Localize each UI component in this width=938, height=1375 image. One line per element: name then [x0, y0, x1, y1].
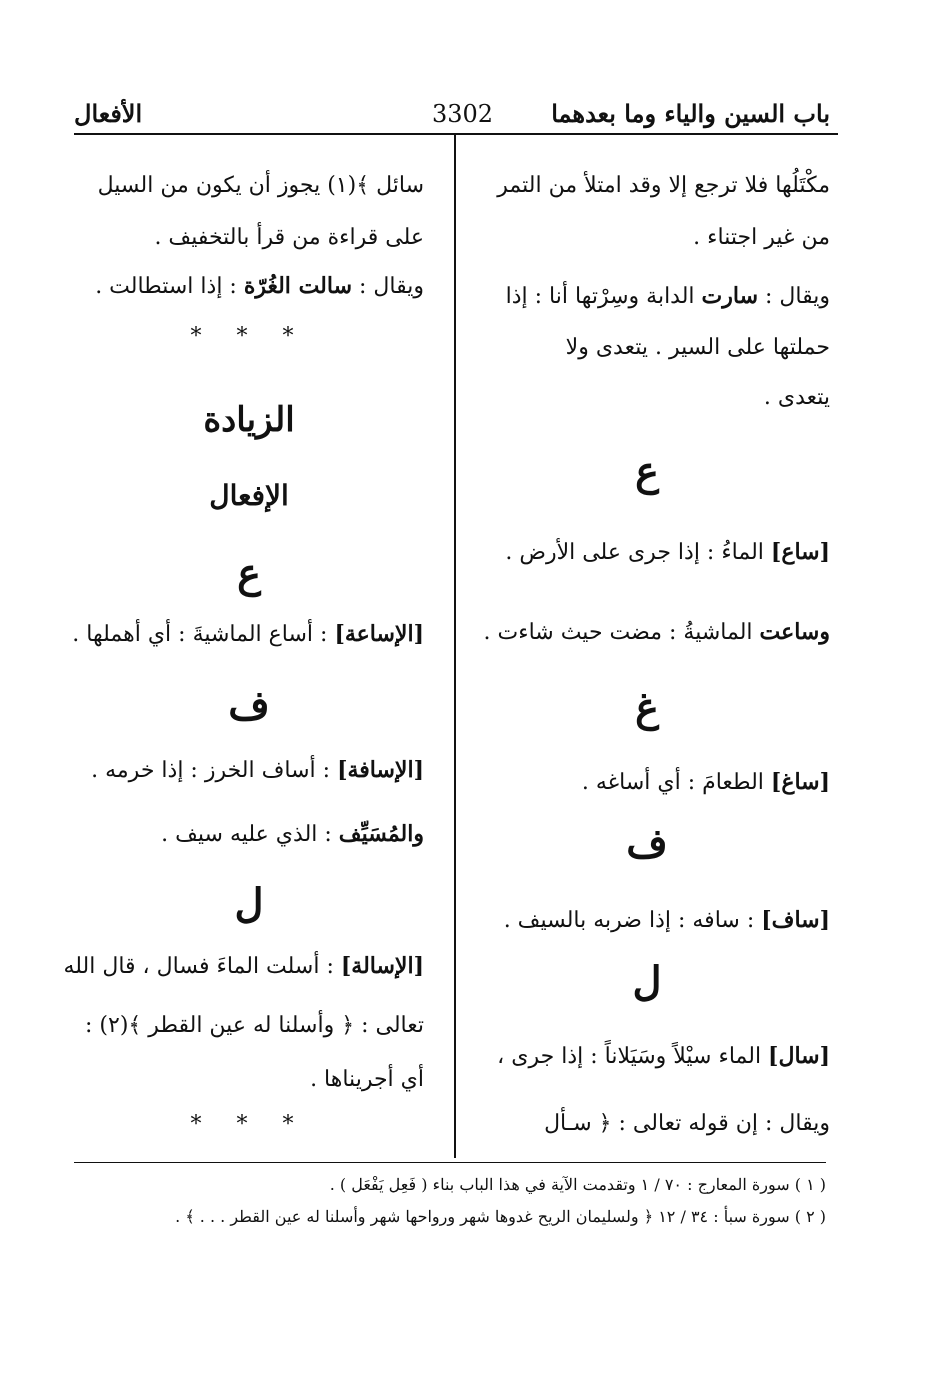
headword: [الإساعة] [334, 621, 424, 647]
dictionary-entry: [ساف] : سافه : إذا ضربه بالسيف . [503, 907, 830, 933]
text-line: حملتها على السير . يتعدى ولا [565, 335, 830, 360]
text-line: يتعدى . [763, 385, 830, 410]
text-line: مكْتَلُها فلا ترجع إلا وقد امتلأ من التمر [497, 173, 830, 198]
dictionary-entry: والمُسَيِّف : الذي عليه سيف . [161, 821, 424, 847]
dictionary-entry: [ساغ] الطعامَ : أي أساغه . [581, 769, 830, 795]
subsection-title: الإفعال [209, 479, 289, 512]
headword: سالت الغُرّة [243, 273, 353, 299]
text-line: ويقال : إن قوله تعالى : ﴿ سـأل [544, 1111, 830, 1136]
dictionary-entry: [ساع] الماءُ : إذا جرى على الأرض . [505, 539, 830, 565]
section-separator: * * * [190, 324, 308, 349]
section-header: الأفعال [74, 99, 143, 128]
text-line: على قراءة من قرأ بالتخفيف . [154, 225, 424, 250]
letter-heading-ghain: غ [635, 684, 659, 731]
dictionary-entry: [الإسافة] : أساف الخرز : إذا خرمه . [91, 757, 424, 783]
dictionary-entry: [الإساعة] : أساع الماشيةَ : أي أهملها . [72, 621, 424, 647]
headword: [ساع] [770, 539, 830, 565]
headword: سارت [701, 283, 759, 309]
section-separator: * * * [190, 1112, 308, 1137]
letter-heading-lam: ل [632, 958, 662, 1005]
text-line: ويقال : سارت الدابة وسِرْتها أنا : إذا [505, 283, 830, 309]
section-title: الزيادة [203, 400, 295, 440]
footnote: ( ١ ) سورة المعارج : ٧٠ / ١ وتقدمت الآية في هذا الباب بناء ( فَعِل يَفْعَل ) . [329, 1175, 826, 1194]
headword: [ساغ] [770, 769, 830, 795]
letter-heading-fa: ف [228, 682, 270, 729]
headword: وساعت [759, 619, 830, 645]
letter-heading-lam: ل [234, 880, 264, 927]
headword: والمُسَيِّف [338, 821, 424, 847]
dictionary-entry: وساعت الماشيةُ : مضت حيث شاءت . [483, 619, 830, 645]
text-line: أي أجريناها . [310, 1067, 424, 1092]
headword: [ساف] [761, 907, 830, 933]
right-column [464, 150, 830, 1150]
headword: [سال] [768, 1043, 830, 1069]
headword: [الإسالة] [340, 953, 424, 979]
footnote: ( ٢ ) سورة سبأ : ٣٤ / ١٢ ﴿ ولسليمان الريح غدوها شهر ورواحها شهر وأسلنا له عين القطر . . . ﴾ . [175, 1207, 826, 1226]
letter-heading-ain: ع [237, 550, 261, 597]
text-line: تعالى : ﴿ وأسلنا له عين القطر ﴾(٢) : [85, 1013, 424, 1038]
column-divider [454, 134, 456, 1158]
dictionary-entry: [سال] الماء سيْلاً وسَيَلاناً : إذا جرى ، [497, 1043, 830, 1069]
text-line: ويقال : سالت الغُرّة : إذا استطالت . [95, 273, 424, 299]
letter-heading-ain: ع [635, 448, 659, 495]
page-number: 3302 [432, 100, 494, 128]
text-line: سائل ﴾(١) يجوز أن يكون من السيل [97, 173, 424, 198]
headword: [الإسافة] [337, 757, 424, 783]
dictionary-entry: [الإسالة] : أسلت الماءَ فسال ، قال الله [63, 953, 424, 979]
text-line: من غير اجتناء . [693, 225, 830, 250]
chapter-title: باب السين والياء وما بعدهما [551, 99, 830, 128]
left-column [63, 150, 424, 1150]
footnote-divider [74, 1162, 826, 1163]
header-divider [74, 133, 838, 135]
letter-heading-fa: ف [626, 820, 668, 867]
